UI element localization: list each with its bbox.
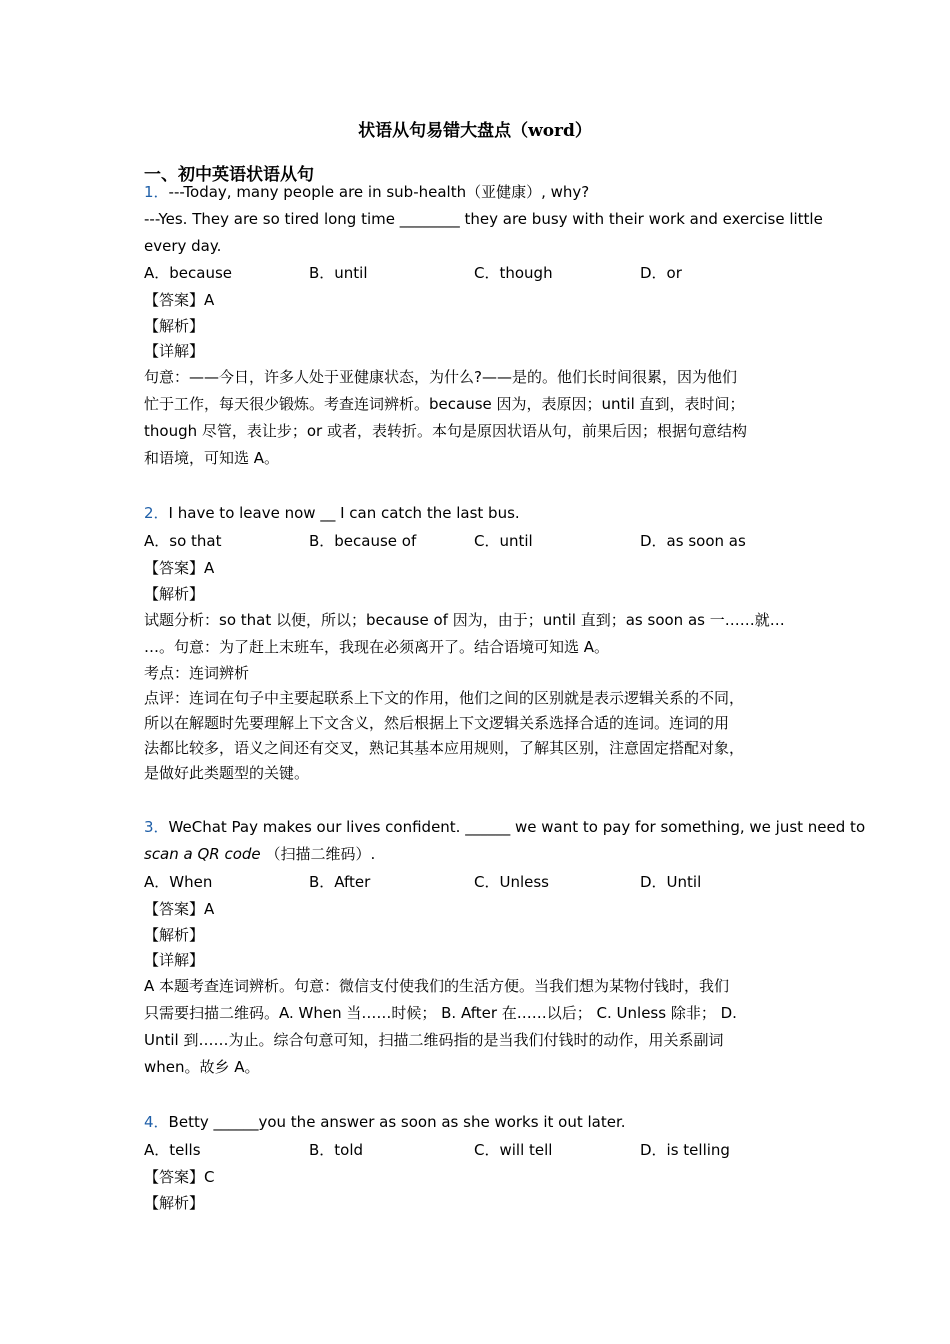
- question-4-stem: [144, 1112, 626, 1132]
- explanation-line: …。句意：为了赶上末班车，我现在必须离开了。结合语境可知选 A。: [144, 638, 610, 656]
- explanation-line: though 尽管，表让步；or 或者，表转折。本句是原因状语从句，前果后因；根据句意结构: [144, 422, 747, 440]
- analysis-label: 【解析】: [144, 1194, 205, 1212]
- question-3-stem-2: [144, 844, 375, 864]
- explanation-line: 试题分析：so that 以便，所以；because of 因为，由于；until 直到；as soon as 一……就…: [144, 611, 785, 629]
- question-text: （扫描二维码）.: [265, 845, 376, 863]
- analysis-label: 【解析】: [144, 585, 205, 603]
- question-text: WeChat Pay makes our lives confident. ______ we want to pay for something, we just need to: [168, 818, 866, 836]
- analysis-label: 【解析】: [144, 317, 205, 335]
- option-c: C．until: [474, 532, 533, 550]
- explanation-line: 是做好此类题型的关键。: [144, 764, 310, 782]
- detail-label: 【详解】: [144, 951, 205, 969]
- option-c: C．will tell: [474, 1141, 553, 1159]
- option-d: D．as soon as: [640, 532, 746, 550]
- answer-label: 【答案】C: [144, 1168, 215, 1186]
- question-1-stem: [144, 182, 589, 202]
- section-heading: 一、初中英语状语从句: [144, 165, 314, 185]
- question-number: 3．: [144, 818, 169, 836]
- question-1-stem-2: ---Yes. They are so tired long time ________ they are busy with their work and exercise little: [144, 210, 823, 228]
- option-a: A．When: [144, 873, 213, 891]
- option-a: A．because: [144, 264, 233, 282]
- option-a: A．so that: [144, 532, 222, 550]
- document-title: 状语从句易错大盘点（word）: [358, 121, 592, 141]
- explanation-line: 考点：连词辨析: [144, 664, 250, 682]
- question-number: 4．: [144, 1113, 169, 1131]
- option-d: D．Until: [640, 873, 702, 891]
- explanation-line: Until 到……为止。综合句意可知，扫描二维码指的是当我们付钱时的动作，用关系副词: [144, 1031, 724, 1049]
- italic-phrase: scan a QR code: [144, 845, 261, 863]
- question-number: 2．: [144, 504, 169, 522]
- question-3-stem: [144, 817, 865, 837]
- explanation-line: when。故乡 A。: [144, 1058, 260, 1076]
- question-text: ---Today, many people are in sub-health（亚健康）, why?: [168, 183, 590, 201]
- explanation-line: 所以在解题时先要理解上下文含义，然后根据上下文逻辑关系选择合适的连词。连词的用: [144, 714, 730, 732]
- option-d: D．or: [640, 264, 682, 282]
- question-text: I have to leave now __ I can catch the last bus.: [168, 504, 520, 522]
- explanation-line: 句意：——今日，许多人处于亚健康状态，为什么?——是的。他们长时间很累，因为他们: [144, 368, 737, 386]
- explanation-line: A 本题考查连词辨析。句意：微信支付使我们的生活方便。当我们想为某物付钱时，我们: [144, 977, 730, 995]
- analysis-label: 【解析】: [144, 926, 205, 944]
- detail-label: 【详解】: [144, 342, 205, 360]
- option-c: C．though: [474, 264, 553, 282]
- option-d: D．is telling: [640, 1141, 730, 1159]
- question-text: Betty ______you the answer as soon as she works it out later.: [168, 1113, 626, 1131]
- option-b: B．because of: [309, 532, 417, 550]
- option-b: B．After: [309, 873, 371, 891]
- answer-label: 【答案】A: [144, 559, 215, 577]
- option-a: A．tells: [144, 1141, 201, 1159]
- option-b: B．until: [309, 264, 368, 282]
- explanation-line: 法都比较多，语义之间还有交叉，熟记其基本应用规则，了解其区别，注意固定搭配对象，: [144, 739, 745, 757]
- question-number: 1．: [144, 183, 169, 201]
- explanation-line: 点评：连词在句子中主要起联系上下文的作用，他们之间的区别就是表示逻辑关系的不同，: [144, 689, 745, 707]
- explanation-line: 和语境，可知选 A。: [144, 449, 280, 467]
- question-2-stem: [144, 503, 520, 523]
- option-c: C．Unless: [474, 873, 549, 891]
- answer-label: 【答案】A: [144, 900, 215, 918]
- question-1-stem-3: every day.: [144, 237, 222, 255]
- explanation-line: 忙于工作，每天很少锻炼。考查连词辨析。because 因为，表原因；until 直到，表时间；: [144, 395, 745, 413]
- answer-label: 【答案】A: [144, 291, 215, 309]
- option-b: B．told: [309, 1141, 364, 1159]
- explanation-line: 只需要扫描二维码。A. When 当……时候； B. After 在……以后； C. Unless 除非； D.: [144, 1004, 737, 1022]
